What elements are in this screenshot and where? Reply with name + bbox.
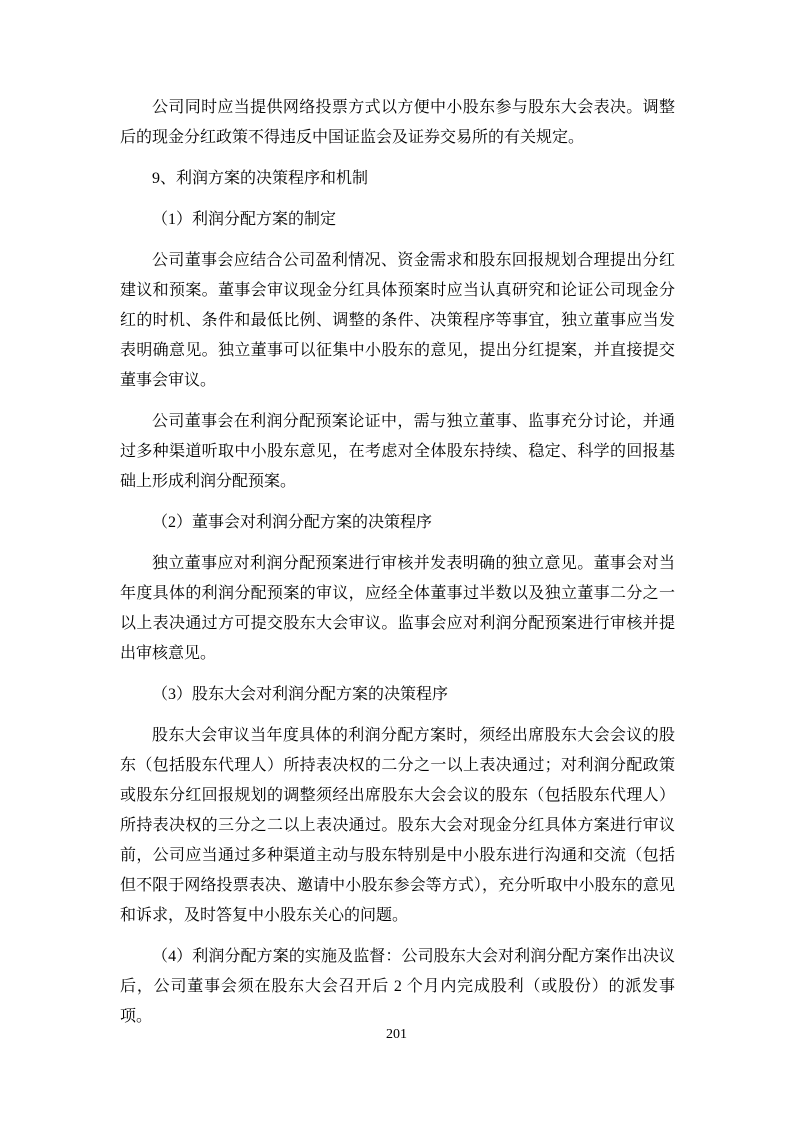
paragraph: 公司同时应当提供网络投票方式以方便中小股东参与股东大会表决。调整后的现金分红政策不得违反中国证监会及证券交易所的有关规定。	[120, 99, 675, 146]
paragraph: 公司董事会在利润分配预案论证中，需与独立董事、监事充分讨论，并通过多种渠道听取中小股东意见，在考虑对全体股东持续、稳定、科学的回报基础上形成利润分配预案。	[120, 413, 675, 490]
subsection-heading: （3）股东大会对利润分配方案的决策程序	[152, 686, 449, 703]
paragraph: 股东大会审议当年度具体的利润分配方案时，须经出席股东大会会议的股东（包括股东代理人）所持表决权的二分之一以上表决通过；对利润分配政策或股东分红回报规划的调整须经出席股东大会会议的股东（包括股东代理人）所持表决权的三分之二以上表决通过。股东大会对现金分红具体方案进行审议前，公司应当通过多种渠道主动与股东特别是中小股东进行沟通和交流（包括但不限于网络投票表决、邀请中小股东参会等方式），充分听取中小股东的意见和诉求，及时答复中小股东关心的问题。	[120, 727, 675, 924]
subsection-heading: （1）利润分配方案的制定	[152, 211, 337, 228]
page-number: 201	[386, 1027, 407, 1042]
paragraph: （4）利润分配方案的实施及监督：公司股东大会对利润分配方案作出决议后，公司董事会须在股东大会召开后 2 个月内完成股利（或股份）的派发事项。	[120, 948, 675, 1025]
paragraph: 独立董事应对利润分配预案进行审核并发表明确的独立意见。董事会对当年度具体的利润分配预案的审议，应经全体董事过半数以及独立董事二分之一以上表决通过方可提交股东大会审议。监事会应对利润分配预案进行审核并提出审核意见。	[120, 555, 675, 662]
document-body	[120, 93, 675, 1032]
section-heading: 9、利润方案的决策程序和机制	[152, 170, 369, 187]
paragraph: 公司董事会应结合公司盈利情况、资金需求和股东回报规划合理提出分红建议和预案。董事会审议现金分红具体预案时应当认真研究和论证公司现金分红的时机、条件和最低比例、调整的条件、决策程序等事宜，独立董事应当发表明确意见。独立董事可以征集中小股东的意见，提出分红提案，并直接提交董事会审议。	[120, 252, 675, 389]
subsection-heading: （2）董事会对利润分配方案的决策程序	[152, 514, 433, 531]
